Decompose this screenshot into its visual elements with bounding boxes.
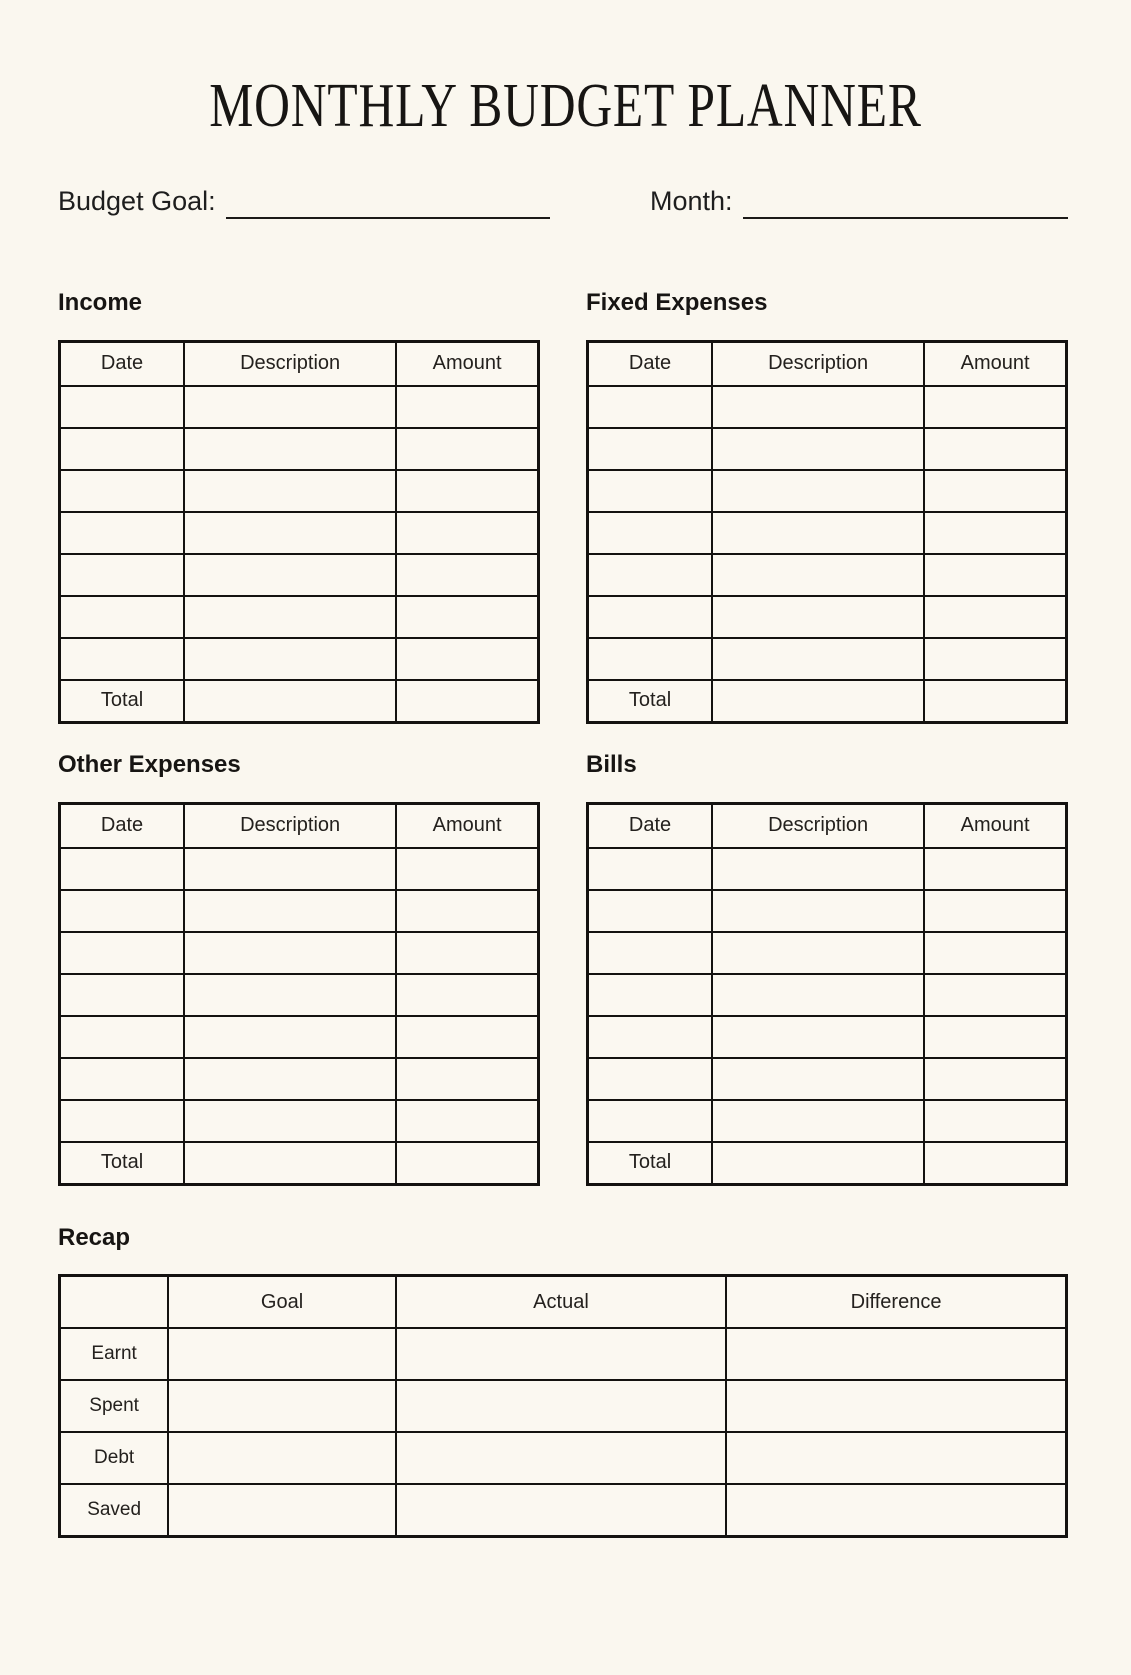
table-cell[interactable] [924, 596, 1066, 638]
recap-row-label: Debt [60, 1432, 169, 1484]
table-cell[interactable] [588, 512, 713, 554]
table-cell[interactable] [60, 848, 185, 890]
table-cell[interactable] [184, 470, 396, 512]
header-row [60, 803, 539, 848]
recap-goal-cell[interactable] [168, 1484, 396, 1537]
header-row [588, 341, 1067, 386]
table-cell[interactable] [184, 638, 396, 680]
table-cell[interactable] [712, 932, 924, 974]
table-cell[interactable] [184, 1016, 396, 1058]
column-header-amount: Amount [396, 803, 538, 848]
column-header-description: Description [712, 341, 924, 386]
total-label: Total [588, 1142, 713, 1185]
table-row [588, 386, 1067, 428]
table-cell[interactable] [588, 890, 713, 932]
table-cell[interactable] [588, 1016, 713, 1058]
column-header-date: Date [60, 341, 185, 386]
recap-goal-cell[interactable] [168, 1380, 396, 1432]
table-row [60, 974, 539, 1016]
table-row [588, 512, 1067, 554]
recap-difference-cell[interactable] [726, 1432, 1066, 1484]
table-row [588, 638, 1067, 680]
income-section [58, 289, 540, 724]
table-row [588, 428, 1067, 470]
table-cell[interactable] [60, 1100, 185, 1142]
table-cell[interactable] [396, 428, 538, 470]
recap-row-label: Spent [60, 1380, 169, 1432]
column-header-amount: Amount [924, 803, 1066, 848]
total-row [60, 1142, 539, 1185]
table-cell[interactable] [396, 890, 538, 932]
month-field [650, 181, 1068, 219]
table-row [60, 596, 539, 638]
table-row [588, 848, 1067, 890]
table-cell[interactable] [184, 512, 396, 554]
table-row [60, 848, 539, 890]
table-cell[interactable] [588, 386, 713, 428]
table-cell[interactable] [588, 848, 713, 890]
table-cell[interactable] [712, 470, 924, 512]
table-row [588, 1100, 1067, 1142]
table-cell[interactable] [924, 974, 1066, 1016]
table-cell[interactable] [712, 1058, 924, 1100]
table-cell[interactable] [396, 386, 538, 428]
table-cell[interactable] [60, 1016, 185, 1058]
total-label: Total [60, 1142, 185, 1185]
recap-row-label: Earnt [60, 1328, 169, 1380]
recap-actual-cell[interactable] [396, 1380, 726, 1432]
recap-section [58, 1224, 1068, 1539]
recap-actual-cell[interactable] [396, 1484, 726, 1537]
column-header-date: Date [588, 803, 713, 848]
total-row [60, 680, 539, 723]
table-cell[interactable] [396, 596, 538, 638]
table-row [60, 386, 539, 428]
table-row [588, 470, 1067, 512]
table-cell[interactable] [712, 1016, 924, 1058]
column-header-difference: Difference [726, 1276, 1066, 1329]
table-cell[interactable] [396, 512, 538, 554]
column-header-date: Date [60, 803, 185, 848]
table-cell[interactable] [712, 554, 924, 596]
total-label: Total [588, 680, 713, 723]
header-row [60, 1276, 1067, 1329]
tables-grid [58, 289, 1068, 1186]
table-cell[interactable] [184, 386, 396, 428]
table-cell[interactable] [712, 974, 924, 1016]
table-cell[interactable] [588, 974, 713, 1016]
recap-difference-cell[interactable] [726, 1328, 1066, 1380]
recap-row [60, 1328, 1067, 1380]
recap-table [58, 1274, 1068, 1538]
table-cell[interactable] [588, 1100, 713, 1142]
table-cell[interactable] [712, 428, 924, 470]
table-row [588, 554, 1067, 596]
table-row [60, 638, 539, 680]
table-row [60, 890, 539, 932]
table-cell[interactable] [184, 1100, 396, 1142]
table-cell[interactable] [184, 554, 396, 596]
total-description-cell[interactable] [184, 1142, 396, 1185]
table-row [588, 596, 1067, 638]
fixed-expenses-table [586, 340, 1068, 724]
table-cell[interactable] [588, 1058, 713, 1100]
other-expenses-section [58, 751, 540, 1186]
table-row [588, 974, 1067, 1016]
recap-row [60, 1484, 1067, 1537]
table-cell[interactable] [60, 890, 185, 932]
recap-difference-cell[interactable] [726, 1484, 1066, 1537]
table-cell[interactable] [712, 386, 924, 428]
table-cell[interactable] [924, 932, 1066, 974]
month-input-line[interactable] [743, 181, 1068, 219]
recap-corner-cell [60, 1276, 169, 1329]
total-amount-cell[interactable] [396, 680, 538, 723]
table-cell[interactable] [588, 596, 713, 638]
total-row [588, 1142, 1067, 1185]
table-cell[interactable] [396, 932, 538, 974]
column-header-amount: Amount [924, 341, 1066, 386]
table-cell[interactable] [396, 638, 538, 680]
recap-actual-cell[interactable] [396, 1328, 726, 1380]
table-cell[interactable] [924, 848, 1066, 890]
table-cell[interactable] [184, 596, 396, 638]
table-cell[interactable] [712, 890, 924, 932]
table-cell[interactable] [712, 1100, 924, 1142]
table-row [588, 1058, 1067, 1100]
income-section-title: Income [58, 289, 143, 316]
total-amount-cell[interactable] [396, 1142, 538, 1185]
column-header-date: Date [588, 341, 713, 386]
bills-section [586, 751, 1068, 1186]
table-cell[interactable] [60, 974, 185, 1016]
table-cell[interactable] [60, 1058, 185, 1100]
table-cell[interactable] [60, 470, 185, 512]
table-cell[interactable] [712, 596, 924, 638]
table-cell[interactable] [588, 428, 713, 470]
total-label: Total [60, 680, 185, 723]
table-cell[interactable] [60, 386, 185, 428]
table-row [60, 1016, 539, 1058]
header-fields-row [58, 181, 1068, 219]
table-cell[interactable] [184, 974, 396, 1016]
table-row [588, 890, 1067, 932]
table-cell[interactable] [588, 638, 713, 680]
bills-table [586, 802, 1068, 1186]
table-cell[interactable] [924, 512, 1066, 554]
table-cell[interactable] [588, 932, 713, 974]
table-row [60, 1058, 539, 1100]
total-description-cell[interactable] [184, 680, 396, 723]
recap-goal-cell[interactable] [168, 1328, 396, 1380]
column-header-actual: Actual [396, 1276, 726, 1329]
table-cell[interactable] [60, 638, 185, 680]
table-row [588, 1016, 1067, 1058]
fixed-expenses-section-title: Fixed Expenses [586, 289, 768, 316]
budget-goal-field [58, 181, 550, 219]
recap-row [60, 1380, 1067, 1432]
table-cell[interactable] [60, 932, 185, 974]
table-cell[interactable] [184, 932, 396, 974]
table-cell[interactable] [924, 1100, 1066, 1142]
table-cell[interactable] [396, 1100, 538, 1142]
table-cell[interactable] [924, 554, 1066, 596]
table-row [60, 470, 539, 512]
other-expenses-table [58, 802, 540, 1186]
table-row [60, 554, 539, 596]
recap-goal-cell[interactable] [168, 1432, 396, 1484]
income-table [58, 340, 540, 724]
table-cell[interactable] [396, 974, 538, 1016]
header-row [588, 803, 1067, 848]
month-label: Month: [650, 185, 733, 216]
table-cell[interactable] [184, 428, 396, 470]
table-cell[interactable] [924, 890, 1066, 932]
table-cell[interactable] [184, 1058, 396, 1100]
table-row [588, 932, 1067, 974]
table-cell[interactable] [396, 1016, 538, 1058]
page-title: MONTHLY BUDGET PLANNER [209, 72, 922, 140]
table-row [60, 932, 539, 974]
table-cell[interactable] [712, 638, 924, 680]
column-header-description: Description [184, 341, 396, 386]
table-cell[interactable] [588, 470, 713, 512]
total-description-cell[interactable] [712, 1142, 924, 1185]
table-cell[interactable] [588, 554, 713, 596]
table-cell[interactable] [712, 848, 924, 890]
table-cell[interactable] [60, 554, 185, 596]
table-cell[interactable] [924, 1016, 1066, 1058]
table-cell[interactable] [396, 470, 538, 512]
total-amount-cell[interactable] [924, 1142, 1066, 1185]
table-cell[interactable] [924, 386, 1066, 428]
other-expenses-section-title: Other Expenses [58, 750, 241, 778]
total-description-cell[interactable] [712, 680, 924, 723]
column-header-goal: Goal [168, 1276, 396, 1329]
table-cell[interactable] [60, 512, 185, 554]
table-row [60, 428, 539, 470]
column-header-description: Description [712, 803, 924, 848]
table-row [60, 512, 539, 554]
column-header-description: Description [184, 803, 396, 848]
recap-section-title: Recap [58, 1223, 131, 1251]
table-cell[interactable] [924, 428, 1066, 470]
total-row [588, 680, 1067, 723]
column-header-amount: Amount [396, 341, 538, 386]
table-cell[interactable] [924, 470, 1066, 512]
bills-section-title: Bills [586, 750, 637, 778]
table-cell[interactable] [924, 638, 1066, 680]
table-cell[interactable] [396, 1058, 538, 1100]
recap-row-label: Saved [60, 1484, 169, 1537]
fixed-expenses-section [586, 289, 1068, 724]
recap-row [60, 1432, 1067, 1484]
table-cell[interactable] [184, 848, 396, 890]
recap-difference-cell[interactable] [726, 1380, 1066, 1432]
table-cell[interactable] [60, 596, 185, 638]
table-cell[interactable] [712, 512, 924, 554]
recap-actual-cell[interactable] [396, 1432, 726, 1484]
table-cell[interactable] [396, 554, 538, 596]
total-amount-cell[interactable] [924, 680, 1066, 723]
header-row [60, 341, 539, 386]
table-cell[interactable] [924, 1058, 1066, 1100]
table-cell[interactable] [184, 890, 396, 932]
budget-goal-input-line[interactable] [226, 181, 550, 219]
table-row [60, 1100, 539, 1142]
table-cell[interactable] [396, 848, 538, 890]
table-cell[interactable] [60, 428, 185, 470]
budget-goal-label: Budget Goal: [58, 185, 216, 216]
